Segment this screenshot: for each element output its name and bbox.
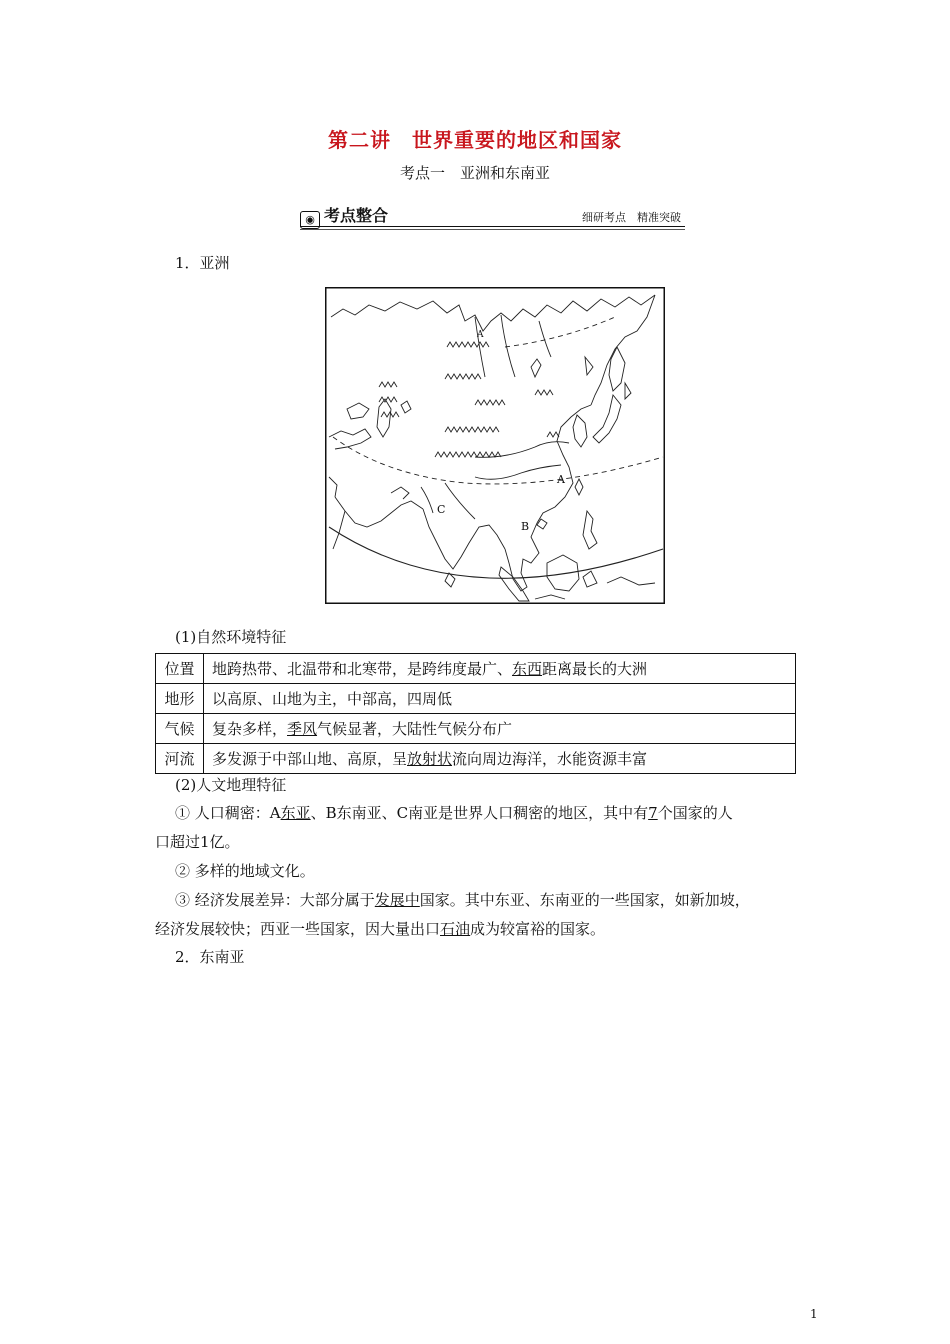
item-text: 成为较富裕的国家。 [470, 920, 606, 938]
subsection-natural-heading: (1)自然环境特征 [175, 628, 287, 646]
map-label-c: C [437, 503, 446, 516]
banner-label-text: 考点整合 [324, 206, 389, 225]
item-underlined: 发展中 [374, 891, 420, 909]
section-southeast-asia-heading: 2．东南亚 [175, 948, 245, 966]
table-text: 流向周边海洋，水能资源丰富 [452, 750, 648, 768]
table-key: 地形 [156, 684, 204, 714]
item-economy [175, 890, 750, 910]
item-text: 、B东南亚、C南亚是世界人口稠密的地区，其中有 [310, 804, 649, 822]
map-label-b: B [521, 520, 530, 533]
table-row [156, 654, 796, 684]
table-value [204, 744, 796, 774]
item-text: 个国家的人 [657, 804, 733, 822]
map-label-north-a: A [477, 330, 484, 340]
section-asia-heading: 1．亚洲 [175, 254, 230, 272]
item-culture: ② 多样的地域文化。 [175, 862, 315, 880]
item-economy-cont [155, 919, 605, 939]
table-row [156, 744, 796, 774]
table-underlined: 季风 [287, 720, 318, 738]
table-value [204, 714, 796, 744]
page-title: 第二讲 世界重要的地区和国家 [328, 128, 622, 152]
table-text: 以高原、山地为主，中部高，四周低 [212, 690, 453, 708]
table-key: 气候 [156, 714, 204, 744]
page-number: 1 [810, 1307, 818, 1321]
page-subtitle: 考点一 亚洲和东南亚 [399, 164, 550, 182]
table-key: 位置 [156, 654, 204, 684]
banner-rule [300, 226, 685, 227]
table-text: 复杂多样， [212, 720, 288, 738]
table-text: 气候显著，大陆性气候分布广 [317, 720, 513, 738]
banner-slogan: 细研考点 精准突破 [582, 211, 681, 224]
subsection-human-heading: (2)人文地理特征 [175, 776, 287, 794]
item-text: 国家。其中东亚、东南亚的一些国家，如新加坡， [419, 891, 750, 909]
item-underlined: 东亚 [280, 804, 311, 822]
item-population-cont: 口超过1亿。 [155, 833, 240, 851]
table-value [204, 684, 796, 714]
table-text: 距离最长的大洲 [542, 660, 648, 678]
item-population [175, 803, 733, 823]
banner-rule-thin [300, 229, 685, 230]
item-underlined: 石油 [440, 920, 471, 938]
item-text: ③ 经济发展差异：大部分属于 [175, 891, 375, 909]
section-banner [300, 202, 685, 230]
table-underlined: 放射状 [407, 750, 453, 768]
map-label-a: A [557, 473, 565, 486]
eye-icon: ◉ [300, 211, 320, 229]
item-underlined: 7 [648, 804, 658, 822]
item-text: ① 人口稠密：A [175, 804, 281, 822]
table-row [156, 714, 796, 744]
item-text: 经济发展较快；西亚一些国家，因大量出口 [155, 920, 441, 938]
asia-map [325, 287, 665, 604]
table-text: 多发源于中部山地、高原，呈 [212, 750, 408, 768]
natural-features-table [155, 653, 796, 774]
table-key: 河流 [156, 744, 204, 774]
table-row [156, 684, 796, 714]
table-value [204, 654, 796, 684]
table-underlined: 东西 [512, 660, 543, 678]
table-text: 地跨热带、北温带和北寒带，是跨纬度最广、 [212, 660, 513, 678]
